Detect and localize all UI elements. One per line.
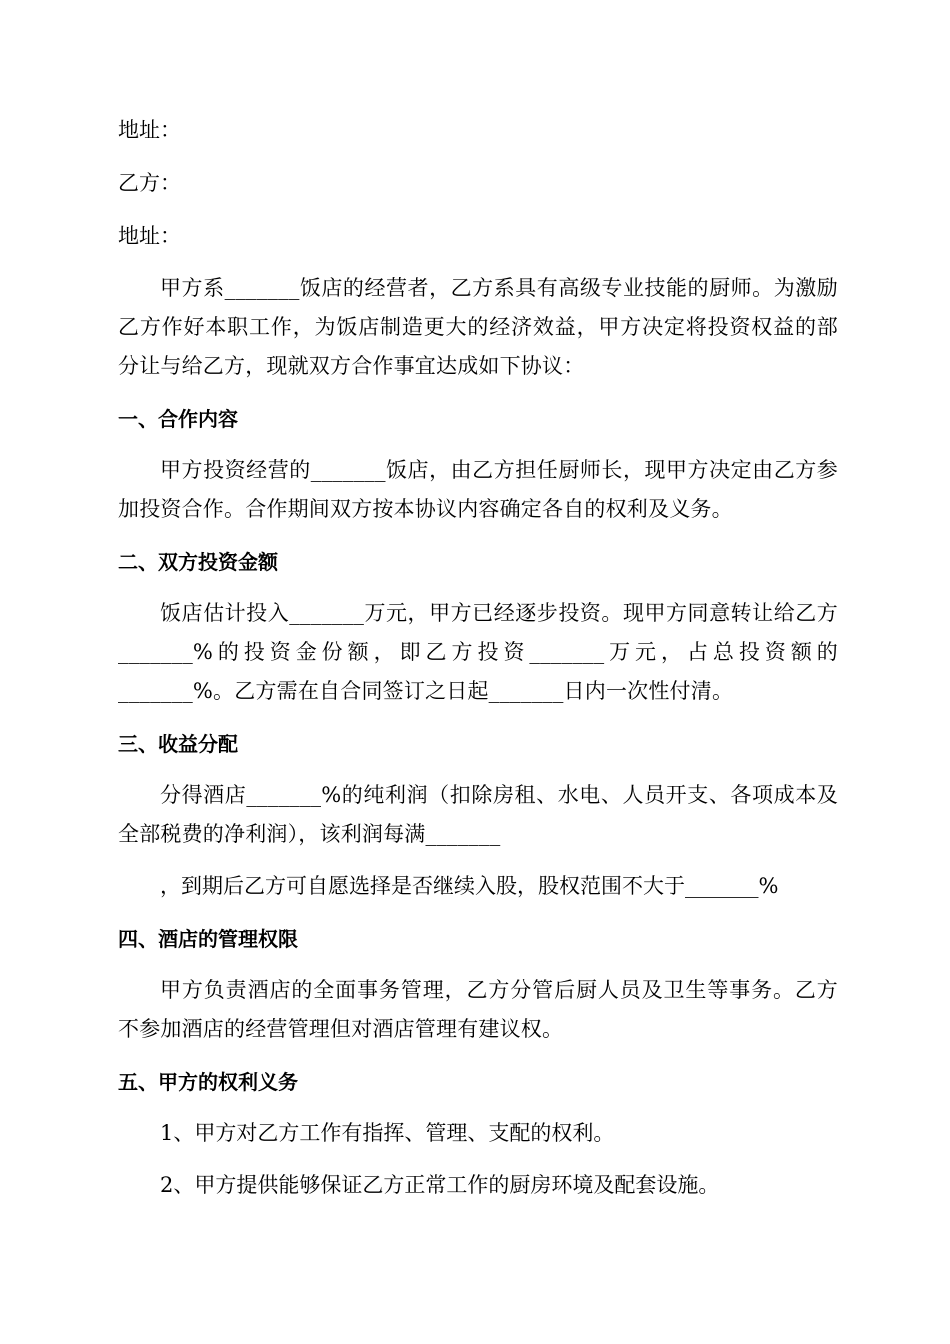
document-page [118,110,838,1218]
section-heading-party-a-rights: 五、甲方的权利义务 [118,1070,298,1094]
section-heading-cooperation: 一、合作内容 [118,407,238,431]
section-paragraph-profit-continued: ，到期后乙方可自愿选择是否继续入股，股权范围不大于_______% [160,874,779,898]
party-b-address-label: 地址： [118,224,181,248]
section-paragraph-investment: 饭店估计投入_______万元，甲方已经逐步投资。现甲方同意转让给乙方_______%的投资金份额，即乙方投资_______万元，占总投资额的_______%。乙方需在自合同签订之日起_______日内一次性付清。 [118,601,838,703]
section-paragraph-management: 甲方负责酒店的全面事务管理，乙方分管后厨人员及卫生等事务。乙方不参加酒店的经营管理但对酒店管理有建议权。 [118,978,838,1041]
section-heading-management: 四、酒店的管理权限 [118,927,298,951]
section-heading-investment: 二、双方投资金额 [118,550,278,574]
section-paragraph-cooperation: 甲方投资经营的_______饭店，由乙方担任厨师长，现甲方决定由乙方参加投资合作。合作期间双方按本协议内容确定各自的权利及义务。 [118,458,838,521]
list-item: 1、甲方对乙方工作有指挥、管理、支配的权利。 [160,1121,615,1145]
list-item: 2、甲方提供能够保证乙方正常工作的厨房环境及配套设施。 [160,1173,720,1197]
intro-paragraph: 甲方系_______饭店的经营者，乙方系具有高级专业技能的厨师。为激励乙方作好本职工作，为饭店制造更大的经济效益，甲方决定将投资权益的部分让与给乙方，现就双方合作事宜达成如下协议： [118,276,838,378]
party-a-address-label: 地址： [118,118,181,142]
section-heading-profit: 三、收益分配 [118,732,238,756]
section-paragraph-profit: 分得酒店_______%的纯利润（扣除房租、水电、人员开支、各项成本及全部税费的净利润），该利润每满_______ [118,783,838,846]
party-b-label: 乙方： [118,171,181,195]
